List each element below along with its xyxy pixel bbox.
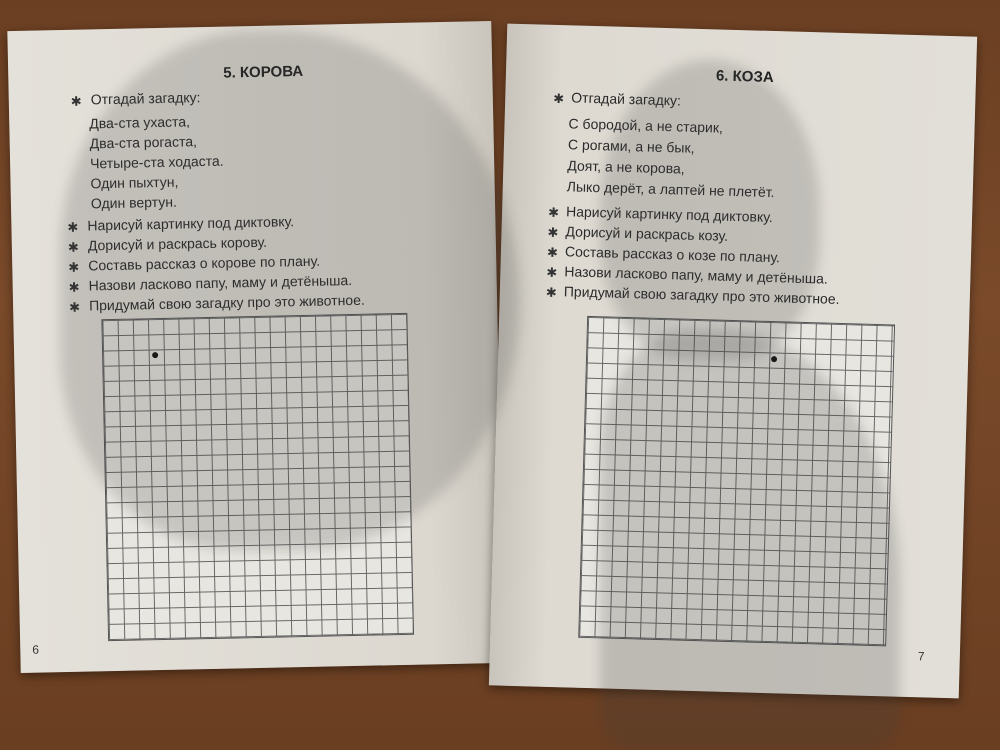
left-task-item: Дорисуй и раскрась корову. bbox=[87, 233, 268, 254]
star-bullet-icon: ✱ bbox=[67, 219, 79, 235]
right-task-item: Нарисуй картинку под диктовку. bbox=[565, 203, 773, 226]
right-page-title: 6. КОЗА bbox=[715, 67, 774, 87]
right-riddle-label: Отгадай загадку: bbox=[571, 89, 682, 109]
right-task-item: Придумай свою загадку про это животное. bbox=[563, 283, 840, 307]
right-riddle-line: С рогами, а не бык, bbox=[567, 136, 695, 156]
star-bullet-icon: ✱ bbox=[546, 244, 559, 261]
right-riddle-line: С бородой, а не старик, bbox=[568, 115, 724, 136]
left-riddle-line: Один пыхтун, bbox=[90, 173, 179, 192]
left-riddle-label: Отгадай загадку: bbox=[90, 89, 201, 108]
left-riddle-line: Два-ста ухаста, bbox=[89, 113, 191, 132]
left-task-item: Назови ласково папу, маму и детёныша. bbox=[88, 271, 353, 294]
right-task-item: Составь рассказ о козе по плану. bbox=[564, 243, 781, 266]
left-riddle-line: Два-ста рогаста, bbox=[89, 133, 198, 152]
star-bullet-icon: ✱ bbox=[67, 239, 79, 255]
left-riddle-line: Четыре-ста ходаста. bbox=[89, 152, 224, 172]
left-riddle-line: Один вертун. bbox=[90, 193, 178, 212]
left-task-item: Придумай свою загадку про это животное. bbox=[88, 291, 365, 314]
right-page bbox=[489, 24, 977, 699]
page-number: 7 bbox=[917, 649, 925, 664]
star-bullet-icon: ✱ bbox=[68, 279, 80, 295]
page-number: 6 bbox=[32, 642, 40, 657]
drawing-grid bbox=[578, 316, 895, 646]
left-task-item: Нарисуй картинку под диктовку. bbox=[87, 213, 295, 234]
star-bullet-icon: ✱ bbox=[70, 93, 82, 109]
star-bullet-icon: ✱ bbox=[546, 264, 558, 281]
left-page-title: 5. КОРОВА bbox=[223, 62, 304, 82]
star-bullet-icon: ✱ bbox=[547, 224, 559, 241]
star-bullet-icon: ✱ bbox=[545, 284, 557, 301]
left-task-item: Составь рассказ о корове по плану. bbox=[88, 252, 321, 274]
star-bullet-icon: ✱ bbox=[553, 90, 565, 107]
drawing-grid bbox=[101, 313, 414, 641]
star-bullet-icon: ✱ bbox=[547, 204, 560, 221]
left-page bbox=[7, 21, 504, 673]
right-riddle-line: Лыко дерёт, а лаптей не плетёт. bbox=[566, 178, 775, 201]
star-bullet-icon: ✱ bbox=[68, 259, 80, 275]
right-task-item: Дорисуй и раскрась козу. bbox=[565, 223, 729, 244]
right-task-item: Назови ласково папу, маму и детёныша. bbox=[564, 263, 828, 287]
grid-start-dot bbox=[152, 352, 158, 358]
right-riddle-line: Доят, а не корова, bbox=[567, 157, 685, 177]
star-bullet-icon: ✱ bbox=[68, 299, 81, 315]
